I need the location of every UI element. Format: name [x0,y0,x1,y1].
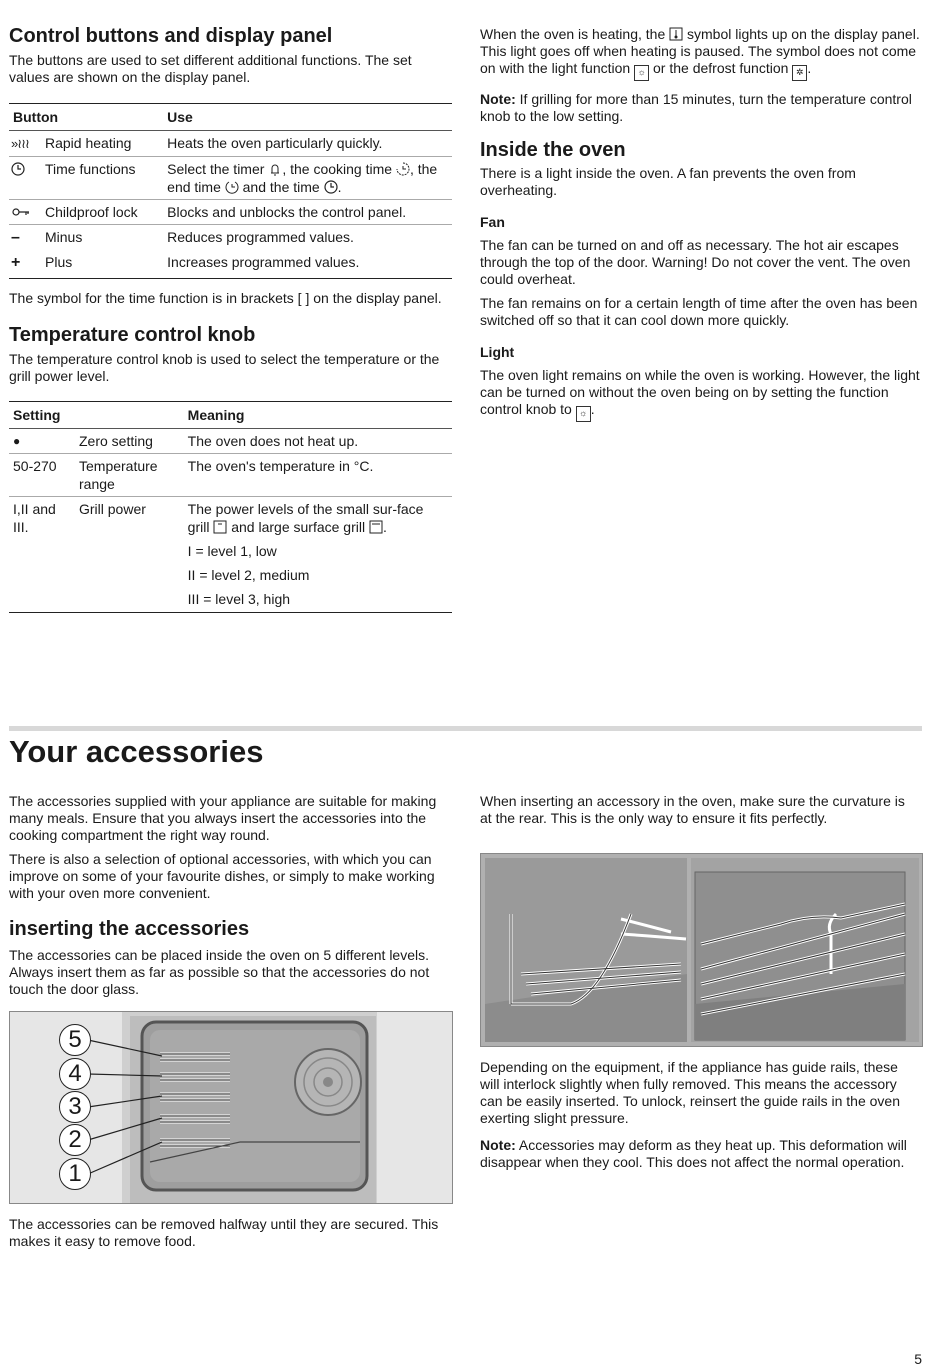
setting-meaning: The oven does not heat up. [184,429,452,454]
control-section [9,24,452,613]
heating-text: When the oven is heating, the symbol lights up on the display panel. This light goes off when heating is paused. The symbol does not come on with the light function ☼ or the defrost function ✲ . [480,26,920,81]
large-grill-icon [369,520,383,534]
button-name: Minus [45,229,83,245]
setting-value: 50-270 [9,454,75,497]
light-heading: Light [480,344,515,360]
deform-note: Note: Accessories may deform as they heat up. This deformation will disappear when they cool. This does not affect the normal operation. [480,1137,907,1170]
small-grill-icon [213,520,227,534]
light-function-icon: ☼ [576,406,591,422]
table-row [9,131,452,157]
clock-icon [11,162,25,176]
rail-figure [480,853,923,1047]
end-time-icon [225,180,239,194]
cooking-time-icon [396,162,410,176]
setting-header: Setting [9,402,184,429]
shelf-levels-figure [9,1011,453,1204]
setting-value: I,II and III. [9,497,75,613]
setting-name: Temperature range [75,454,184,497]
removed-section [9,1216,452,1250]
minus-icon: – [11,229,20,246]
button-name: Time functions [41,157,163,200]
guide-rails-text: Depending on the equipment, if the appliance has guide rails, these will interlock slightly when fully removed. This means the accessory can be easily inserted. To unlock, reinsert the guide rails in the oven exerting slight pressure. [480,1059,900,1126]
guide-rails-section [480,1059,920,1171]
button-use: Reduces programmed values. [167,229,354,245]
rapid-heating-icon: »≀≀≀ [11,136,29,151]
accessories-left [9,793,452,998]
setting-meaning: The oven's temperature in °C. [184,454,452,497]
table-row [9,157,452,200]
table-row [9,454,452,497]
fan-heading: Fan [480,214,505,230]
removed-text: The accessories can be removed halfway until they are secured. This makes it easy to remove food. [9,1216,439,1249]
accessories-p1: The accessories supplied with your appliance are suitable for making many meals. Ensure that you always insert the accessories into the cooking compartment the right way round. [9,793,437,843]
fan-text-2: The fan remains on for a certain length of time after the oven has been switched off so that it can cool down more quickly. [480,295,918,328]
control-intro: The buttons are used to set different additional functions. The set values are shown on the display panel. [9,52,412,85]
setting-name: Grill power [75,497,184,613]
table-row [9,429,452,454]
button-name: Rapid heating [41,131,163,157]
button-header: Button [9,104,163,131]
clock-icon [324,180,338,194]
section-divider [9,726,922,731]
button-use: Increases programmed values. [163,250,452,279]
level-label-4: 4 [59,1058,91,1090]
page-number: 5 [914,1351,922,1367]
table-row [9,200,452,225]
button-name: Childproof lock [41,200,163,225]
accessories-p2: There is also a selection of optional accessories, with which you can improve on some of your favourite dishes, or simply to make working with your oven more convenient. [9,851,435,901]
key-icon [11,205,31,219]
level-label-5: 5 [59,1024,91,1056]
insert-text: The accessories can be placed inside the oven on 5 different levels. Always insert them as far as possible so that the accessories do not touch the door glass. [9,947,430,997]
level-label-2: 2 [59,1124,91,1156]
button-use: Blocks and unblocks the control panel. [163,200,452,225]
button-use: Select the timer , the cooking time , the end time and the time . [163,157,452,200]
setting-name: Zero setting [75,429,184,454]
temp-intro: The temperature control knob is used to select the temperature or the grill power level. [9,351,440,384]
grill-level-3: III = level 3, high [187,591,291,607]
button-use: Heats the oven particularly quickly. [163,131,452,157]
plus-icon: + [11,254,21,271]
inside-heading: Inside the oven [480,139,626,161]
use-header: Use [163,104,452,131]
defrost-function-icon: ✲ [792,65,807,81]
button-table [9,103,452,279]
control-heading: Control buttons and display panel [9,25,333,47]
temp-heading: Temperature control knob [9,324,256,346]
inside-text: There is a light inside the oven. A fan prevents the oven from overheating. [480,165,856,198]
table-row [9,497,452,613]
setting-meaning: The power levels of the small sur-face grill and large surface grill . I = level 1, low II = level 2, medium III = level 3, high [184,497,452,613]
grill-level-1: I = level 1, low [187,543,277,559]
button-name: Plus [41,250,163,279]
shelf-insert-illustration [481,854,922,1046]
setting-table [9,401,452,613]
thermometer-icon [669,27,683,41]
right-top-section [480,26,920,422]
table-row [9,250,452,279]
table-row [9,225,452,251]
curvature-text: When inserting an accessory in the oven, make sure the curvature is at the rear. This is the only way to ensure it fits perfectly. [480,793,905,826]
light-function-icon: ☼ [634,65,649,81]
grill-note: Note: If grilling for more than 15 minutes, turn the temperature control knob to the low setting. [480,91,912,124]
brackets-note: The symbol for the time function is in brackets [ ] on the display panel. [9,290,442,306]
fan-text-1: The fan can be turned on and off as necessary. The hot air escapes through the top of the door. Warning! Do not cover the vent. The oven could overheat. [480,237,911,287]
accessories-right [480,793,920,827]
level-label-3: 3 [59,1091,91,1123]
insert-heading: inserting the accessories [9,918,250,940]
zero-dot-icon: ● [9,429,75,454]
level-label-1: 1 [59,1158,91,1190]
bell-icon [268,162,282,176]
accessories-heading: Your accessories [9,734,264,769]
light-text: The oven light remains on while the oven is working. However, the light can be turned on without the oven being on by setting the function control knob to ☼ . [480,367,920,422]
grill-level-2: II = level 2, medium [187,567,310,583]
meaning-header: Meaning [184,402,452,429]
